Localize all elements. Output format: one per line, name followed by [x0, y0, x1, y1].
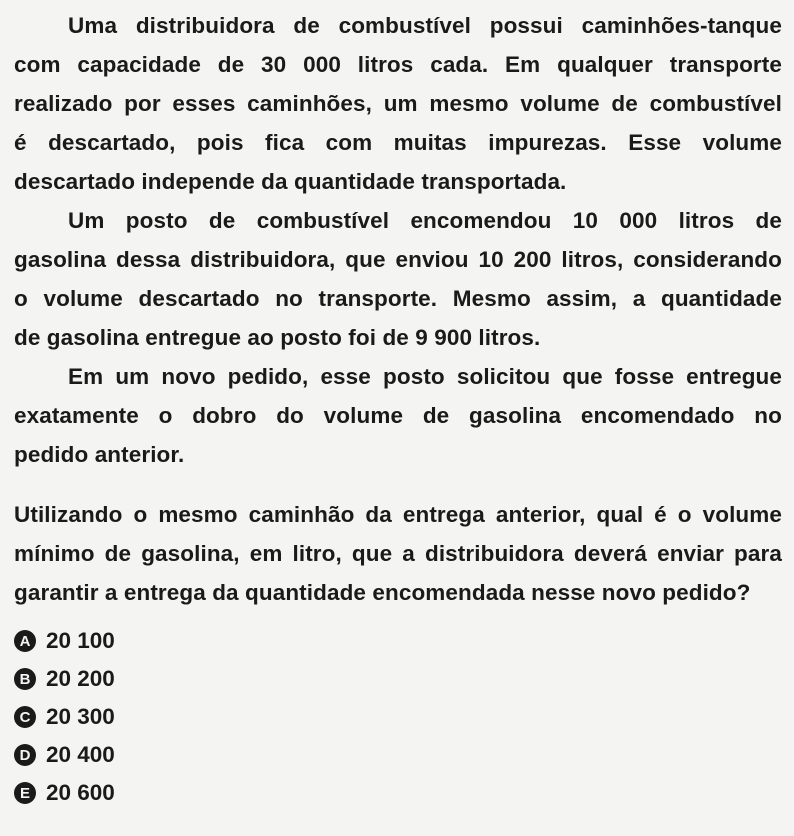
option-letter-badge: D — [14, 744, 36, 766]
option-letter-badge: C — [14, 706, 36, 728]
text-line: Utilizando o mesmo caminhão da entrega anterior, qual é o volume — [14, 502, 782, 527]
option-value: 20 600 — [46, 780, 115, 805]
text-line: Uma distribuidora de combustível possui caminhões-tanque — [68, 13, 782, 38]
option-b[interactable] — [14, 660, 782, 698]
statement-paragraph-2 — [14, 201, 782, 357]
text-line: é descartado, pois fica com muitas impurezas. Esse volume — [14, 130, 782, 155]
option-c[interactable] — [14, 698, 782, 736]
text-line: o volume descartado no transporte. Mesmo assim, a quantidade — [14, 286, 782, 311]
option-value: 20 300 — [46, 704, 115, 729]
text-line: Em um novo pedido, esse posto solicitou que fosse entregue — [68, 364, 782, 389]
option-letter-badge: E — [14, 782, 36, 804]
question-page — [14, 6, 782, 812]
text-line: pedido anterior. — [14, 442, 185, 467]
text-line: com capacidade de 30 000 litros cada. Em qualquer transporte — [14, 52, 782, 77]
option-letter-badge: A — [14, 630, 36, 652]
option-value: 20 200 — [46, 666, 115, 691]
option-value: 20 400 — [46, 742, 115, 767]
text-line: de gasolina entregue ao posto foi de 9 900 litros. — [14, 325, 541, 350]
text-line: exatamente o dobro do volume de gasolina encomendado no — [14, 403, 782, 428]
option-a[interactable] — [14, 622, 782, 660]
text-line: gasolina dessa distribuidora, que enviou 10 200 litros, considerando — [14, 247, 782, 272]
statement-paragraph-3 — [14, 357, 782, 474]
option-e[interactable] — [14, 774, 782, 812]
text-line: Um posto de combustível encomendou 10 000 litros de — [68, 208, 782, 233]
statement-paragraph-1 — [14, 6, 782, 201]
question-prompt — [14, 495, 782, 612]
answer-options — [14, 622, 782, 812]
option-letter-badge: B — [14, 668, 36, 690]
text-line: realizado por esses caminhões, um mesmo volume de combustível — [14, 91, 782, 116]
option-d[interactable] — [14, 736, 782, 774]
text-line: descartado independe da quantidade transportada. — [14, 169, 567, 194]
text-line: garantir a entrega da quantidade encomendada nesse novo pedido? — [14, 580, 751, 605]
option-value: 20 100 — [46, 628, 115, 653]
text-line: mínimo de gasolina, em litro, que a distribuidora deverá enviar para — [14, 541, 782, 566]
